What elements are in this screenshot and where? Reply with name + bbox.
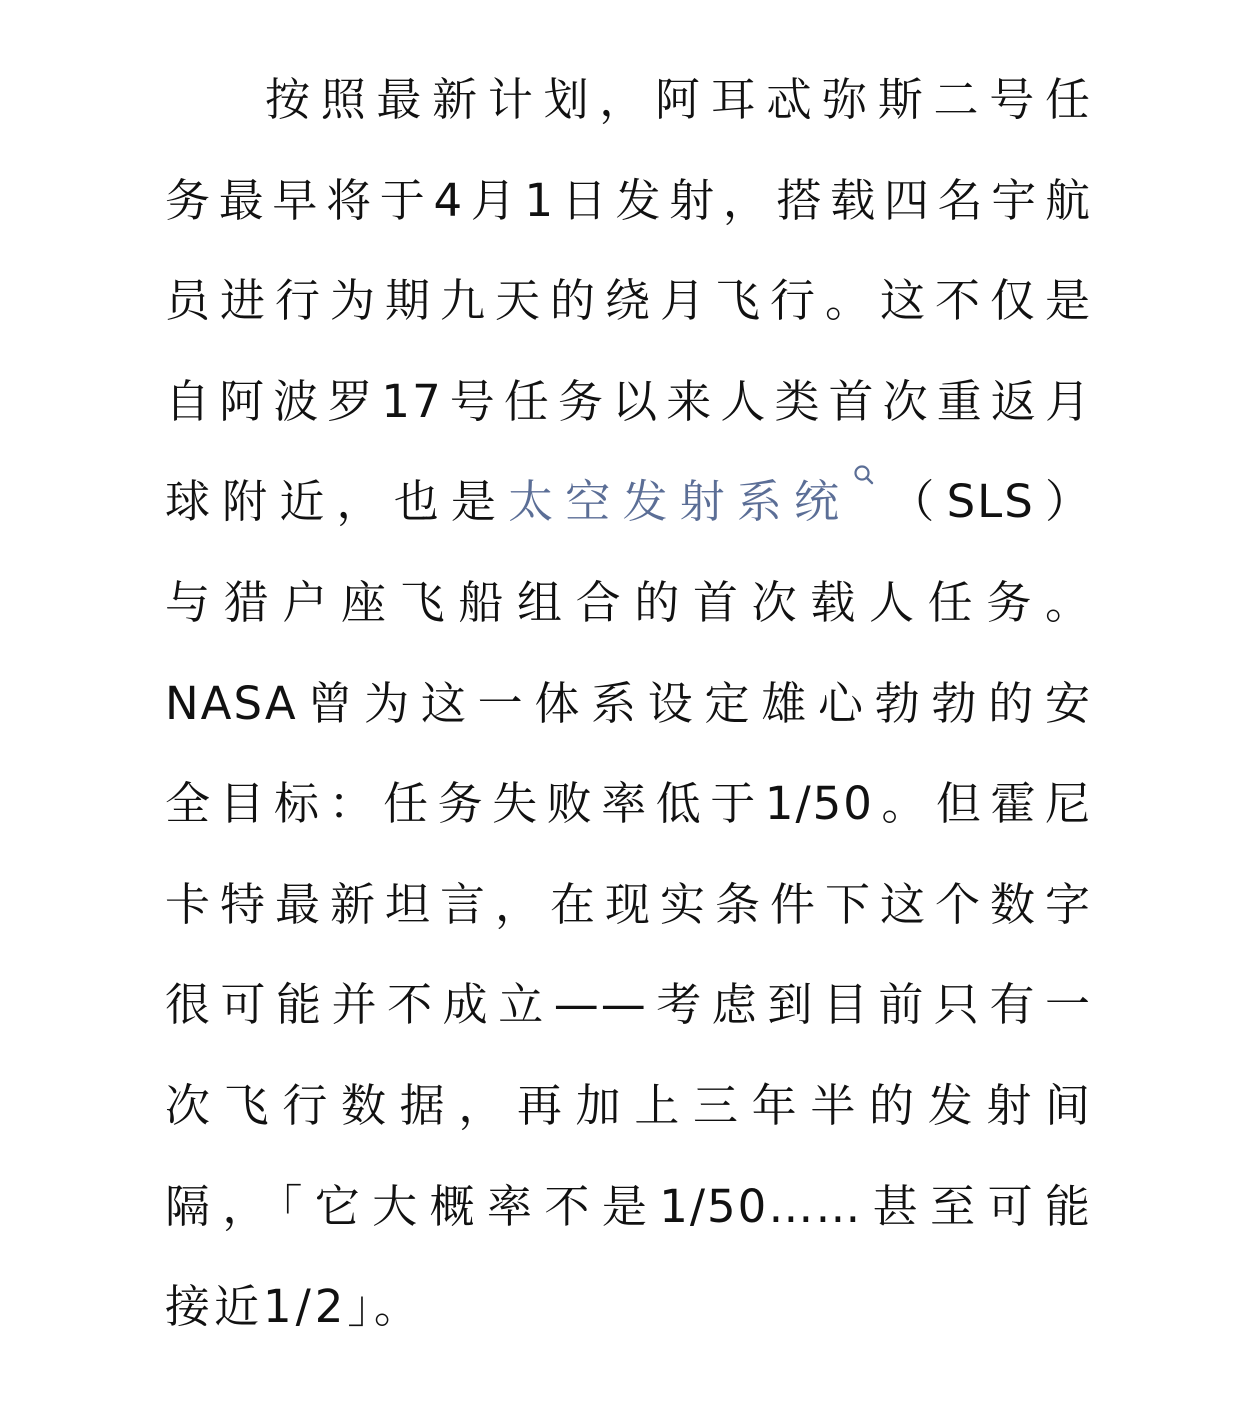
text-line: 卡特最新坦言，在现实条件下这个数字 <box>165 877 1092 931</box>
link-text[interactable]: 太空发射系统 <box>508 475 852 529</box>
text-line: 务最早将于4月1日发射，搭载四名宇航 <box>165 173 1092 227</box>
text-line: 很可能并不成立——考虑到目前只有一 <box>165 978 1092 1032</box>
text-line: 与猎户座飞船组合的首次载人任务。 <box>165 575 1092 629</box>
article-paragraph <box>165 50 1092 1358</box>
text-line: 全目标：任务失败率低于1/50。但霍尼 <box>165 777 1092 831</box>
text-line-with-link <box>165 452 1092 553</box>
text-segment: （SLS） <box>879 475 1092 529</box>
text-line: 自阿波罗17号任务以来人类首次重返月 <box>165 374 1092 428</box>
text-line: 隔，「它大概率不是1/50……甚至可能 <box>165 1179 1092 1233</box>
text-line: 按照最新计划，阿耳忒弥斯二号任 <box>265 73 1092 126</box>
text-line: NASA曾为这一体系设定雄心勃勃的安 <box>165 676 1092 730</box>
text-line: 员进行为期九天的绕月飞行。这不仅是 <box>165 274 1092 328</box>
text-segment: 球附近，也是 <box>165 475 509 529</box>
text-line: 接近1/2」。 <box>165 1280 423 1334</box>
text-line: 次飞行数据，再加上三年半的发射间 <box>165 1078 1092 1132</box>
sls-search-link[interactable] <box>508 475 879 528</box>
search-icon[interactable] <box>851 464 879 504</box>
